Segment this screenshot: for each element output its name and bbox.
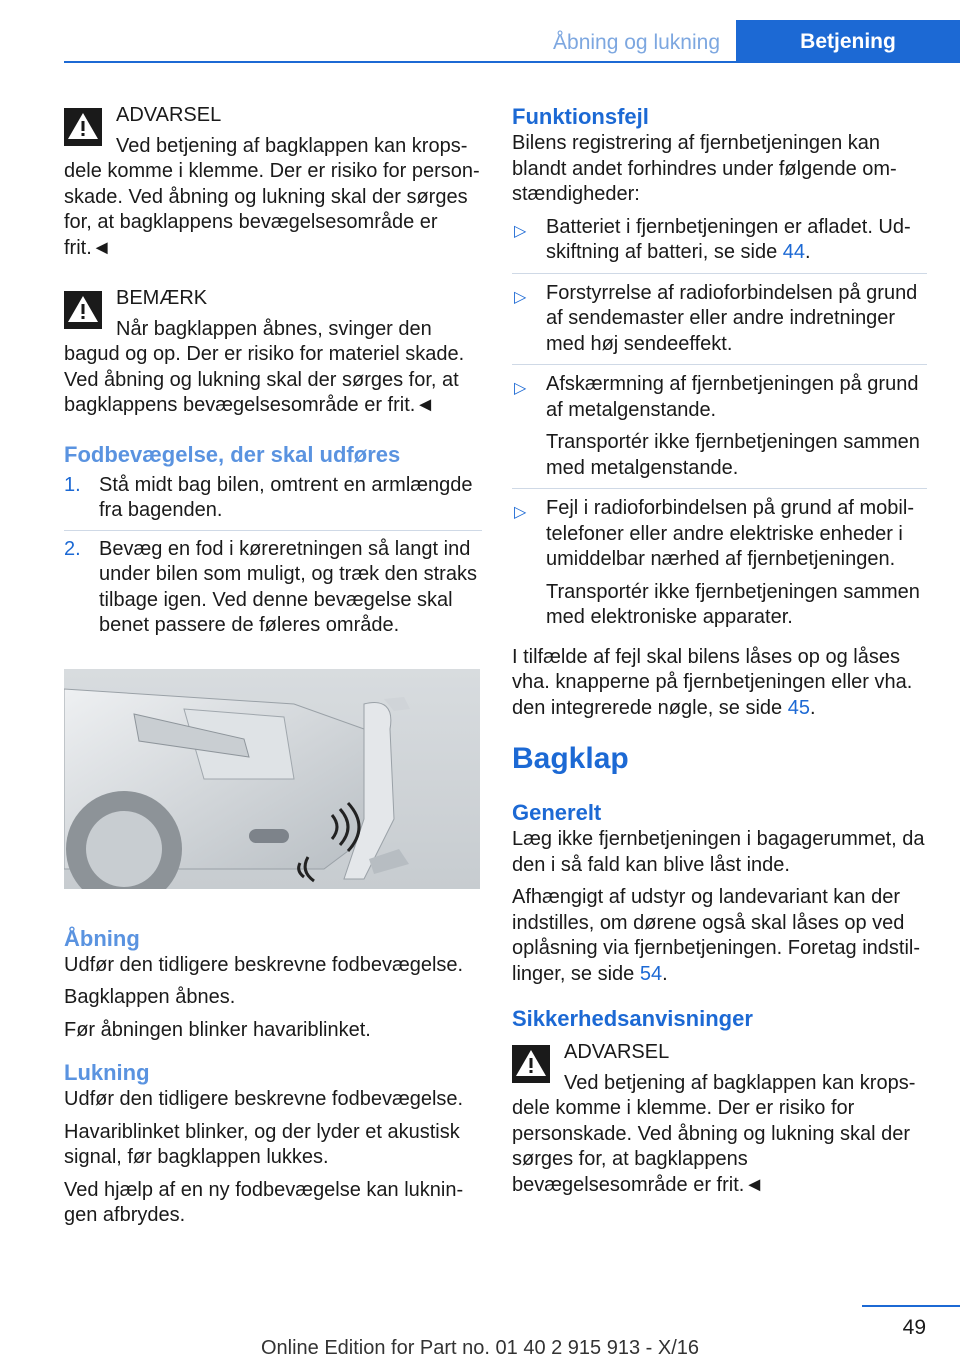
warning-title: ADVARSEL	[564, 1041, 670, 1063]
warning-title: ADVARSEL	[116, 104, 222, 126]
fault-text-paragraph	[512, 645, 927, 722]
bullet-text: Batteriet i fjernbetjeningen er afladet. Udskiftning af batteri, se side	[546, 215, 911, 263]
step-number: 2.	[64, 537, 81, 560]
notice-title: BEMÆRK	[116, 287, 208, 309]
closing-line: Havariblinket blinker, og der lyder et akustisk signal, før bagklappen lukkes.	[64, 1120, 460, 1168]
tailgate-foot-illustration	[64, 669, 480, 889]
foot-movement-heading: Fodbevægelse, der skal udføres	[64, 441, 401, 467]
general-heading: Generelt	[512, 800, 602, 825]
general-paragraph	[512, 885, 927, 987]
bullet-punct: .	[805, 241, 811, 263]
malfunction-list	[512, 215, 927, 638]
step-text: Bevæg en fod i køreretningen så langt ind under bilen som muligt, og træk den straks tilbage igen. Ved denne bevægelse skal benet passere de føleres område.	[99, 537, 477, 636]
page-link[interactable]: 44	[782, 241, 806, 263]
list-item	[64, 473, 482, 531]
malfunction-intro: Bilens registrering af fjernbetjeningen kan blandt andet forhindres under følgende omstændigheder:	[512, 132, 897, 205]
list-item	[512, 215, 927, 274]
bullet-triangle-icon: ▷	[514, 380, 527, 397]
left-column	[64, 100, 482, 1236]
bullet-text: Forstyrrelse af radioforbindelsen på grund af sendemaster eller andre indretninger med høj sendeeffekt.	[546, 281, 918, 355]
notice-box	[64, 283, 482, 419]
warning-box	[512, 1037, 927, 1198]
closing-line: Udfør den tidligere beskrevne fodbevægelse.	[64, 1088, 464, 1110]
list-item	[64, 537, 482, 645]
bullet-subtext: Transportér ikke fjernbetjeningen sammen med metalgenstande.	[546, 431, 920, 479]
page-link[interactable]: 54	[639, 962, 663, 985]
notice-text: Når bagklappen åbnes, svinger den bagud og op. Der er risiko for materiel skade. Ved åbning og lukning skal der sørges for, at bagklappens bevægelsesområde er frit.◄	[64, 317, 465, 416]
opening-line: Bagklappen åbnes.	[64, 986, 236, 1008]
fault-text: I tilfælde af fejl skal bilens låses op og låses vha. knapperne på fjernbetjeningen eller vha. den integrerede nøgle, se side	[512, 645, 913, 719]
right-column	[512, 100, 927, 1220]
opening-line: Før åbningen blinker havariblinket.	[64, 1018, 371, 1041]
general-punct: .	[662, 962, 668, 985]
header-section-title: Åbning og lukning	[553, 31, 720, 54]
fault-punct: .	[809, 696, 816, 719]
bullet-triangle-icon: ▷	[514, 288, 527, 306]
opening-heading: Åbning	[64, 925, 140, 951]
warning-text: Ved betjening af bagklappen kan kropsdele komme i klemme. Der er risiko for personskade. Ved åbning og lukning skal der sørges for, at bagklappens bevægelsesområde er frit.◄	[512, 1071, 916, 1196]
list-item	[512, 372, 927, 489]
bullet-text: Afskærmning af fjernbetjeningen på grund af metalgenstande.	[546, 373, 919, 421]
warning-triangle-icon	[512, 1045, 550, 1083]
header-chapter-tab: Betjening	[736, 20, 960, 63]
closing-heading: Lukning	[64, 1060, 150, 1085]
opening-line: Udfør den tidligere beskrevne fodbevægelse.	[64, 953, 464, 976]
closing-line: Ved hjælp af en ny fodbevægelse kan lukningen afbrydes.	[64, 1178, 464, 1226]
steps-list	[64, 473, 482, 645]
warning-text: Ved betjening af bagklappen kan kropsdele komme i klemme. Der er risiko for personskade. Ved åbning og lukning skal der sørges for, at bagklappens bevægelsesområde er frit.◄	[64, 134, 480, 259]
bullet-triangle-icon: ▷	[514, 222, 527, 240]
step-text: Stå midt bag bilen, omtrent en armlængde fra bagenden.	[99, 473, 473, 521]
warning-triangle-icon	[64, 291, 102, 329]
list-item	[512, 496, 927, 638]
safety-heading: Sikkerhedsanvisninger	[512, 1006, 753, 1031]
bullet-subtext: Transportér ikke fjernbetjeningen sammen med elektroniske apparater.	[546, 580, 920, 628]
general-paragraph: Læg ikke fjernbetjeningen i bagagerummet, da den i så fald kan blive låst inde.	[512, 828, 925, 876]
footer-rule	[862, 1305, 960, 1307]
warning-box	[64, 100, 482, 261]
page-number: 49	[902, 1316, 926, 1339]
footer-edition: Online Edition for Part no. 01 40 2 915 913 - X/16	[260, 1337, 700, 1359]
page-link[interactable]: 45	[787, 696, 810, 719]
general-text: Afhængigt af udstyr og landevariant kan der indstilles, om dørene også skal låses op ved oplåsning via fjernbetjeningen. Foretag indstillinger, se side	[512, 886, 921, 985]
malfunction-heading: Funktionsfejl	[512, 104, 649, 129]
bagklap-heading: Bagklap	[512, 742, 629, 775]
bullet-triangle-icon: ▷	[514, 504, 527, 521]
list-item	[512, 281, 927, 366]
bullet-text: Fejl i radioforbindelsen på grund af mobiltelefoner eller andre elektriske enheder i umiddelbar nærhed af fjernbetjeningen.	[546, 497, 914, 570]
warning-triangle-icon	[64, 108, 102, 146]
step-number: 1.	[64, 473, 81, 496]
